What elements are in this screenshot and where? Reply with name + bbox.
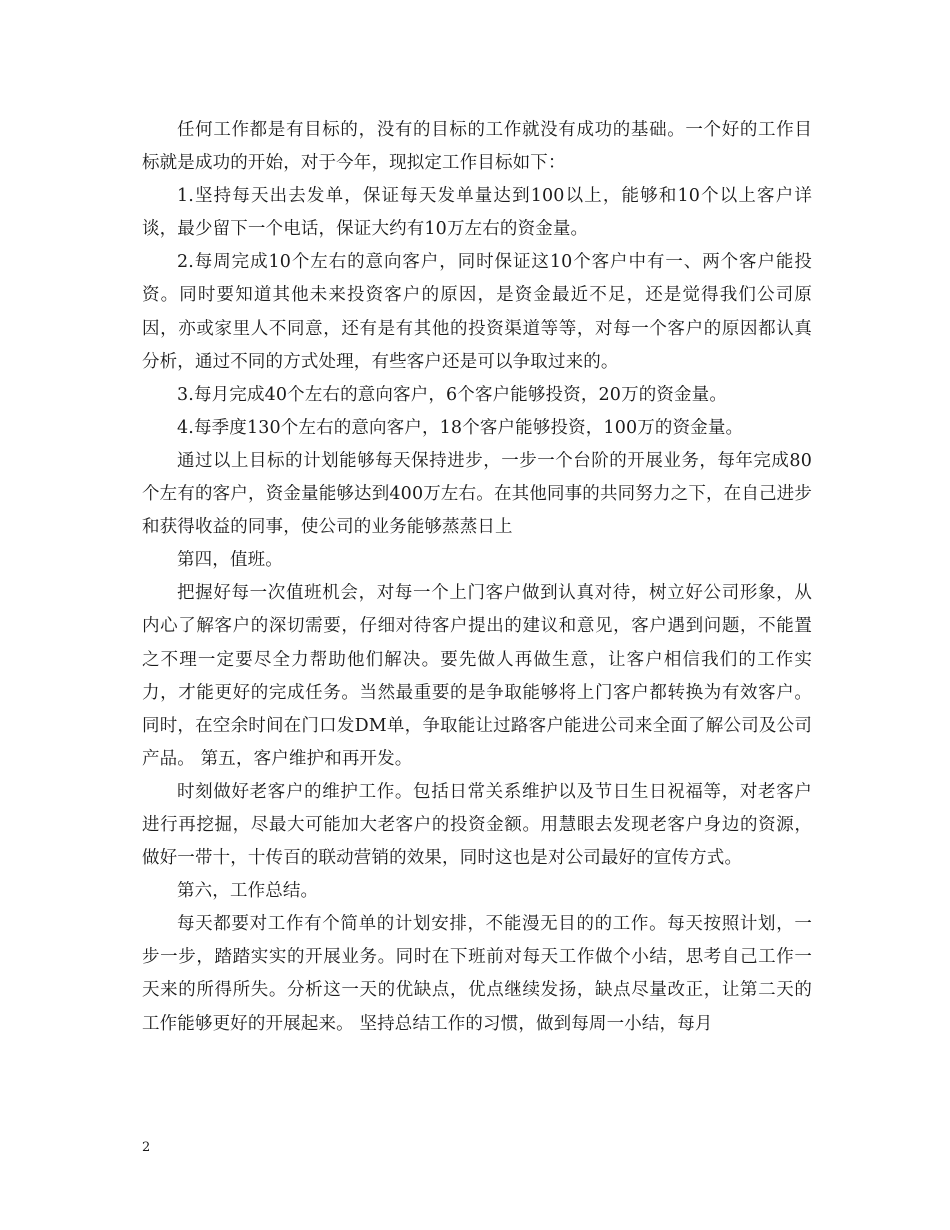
page-number: 2: [142, 1140, 151, 1155]
paragraph-goal-1: 1.坚持每天出去发单，保证每天发单量达到100以上，能够和10个以上客户详谈，最少留下一个电话，保证大约有10万左右的资金量。: [142, 186, 812, 240]
paragraph-intro: 任何工作都是有目标的，没有的目标的工作就没有成功的基础。一个好的工作目标就是成功的开始，对于今年，现拟定工作目标如下：: [142, 120, 812, 174]
section-heading-duty: 第四，值班。: [177, 550, 283, 571]
paragraph-summary: 通过以上目标的计划能够每天保持进步，一步一个台阶的开展业务，每年完成80个左有的客户，资金量能够达到400万左右。在其他同事的共同努力之下，在自己进步和获得收益的同事，使公司的业务能够蒸蒸日上: [142, 450, 812, 538]
paragraph-goal-4: 4.每季度130个左右的意向客户，18个客户能够投资，100万的资金量。: [177, 417, 744, 438]
document-body: [142, 114, 812, 1041]
paragraph-maintenance: 时刻做好老客户的维护工作。包括日常关系维护以及节日生日祝福等，对老客户进行再挖掘，尽最大可能加大老客户的投资金额。用慧眼去发现老客户身边的资源，做好一带十，十传百的联动营销的效果，同时这也是对公司最好的宣传方式。: [142, 781, 812, 869]
paragraph-duty: 把握好每一次值班机会，对每一个上门客户做到认真对待，树立好公司形象，从内心了解客户的深切需要，仔细对待客户提出的建议和意见，客户遇到问题，不能置之不理一定要尽全力帮助他们解决。要先做人再做生意，让客户相信我们的工作实力，才能更好的完成任务。当然最重要的是争取能够将上门客户都转换为有效客户。同时，在空余时间在门口发DM单，争取能让过路客户能进公司来全面了解公司及公司产品。 第五，客户维护和再开发。: [142, 583, 812, 769]
paragraph-work-summary: 每天都要对工作有个简单的计划安排，不能漫无目的的工作。每天按照计划，一步一步，踏踏实实的开展业务。同时在下班前对每天工作做个小结，思考自己工作一天来的所得所失。分析这一天的优缺点，优点继续发扬，缺点尽量改正，让第二天的工作能够更好的开展起来。 坚持总结工作的习惯，做到每周一小结，每月: [142, 914, 812, 1034]
paragraph-goal-2: 2.每周完成10个左右的意向客户，同时保证这10个客户中有一、两个客户能投资。同时要知道其他未来投资客户的原因，是资金最近不足，还是觉得我们公司原因，亦或家里人不同意，还有是有其他的投资渠道等等，对每一个客户的原因都认真分析，通过不同的方式处理，有些客户还是可以争取过来的。: [142, 252, 812, 372]
paragraph-goal-3: 3.每月完成40个左右的意向客户，6个客户能够投资，20万的资金量。: [177, 384, 727, 405]
section-heading-work-summary: 第六，工作总结。: [177, 881, 319, 902]
